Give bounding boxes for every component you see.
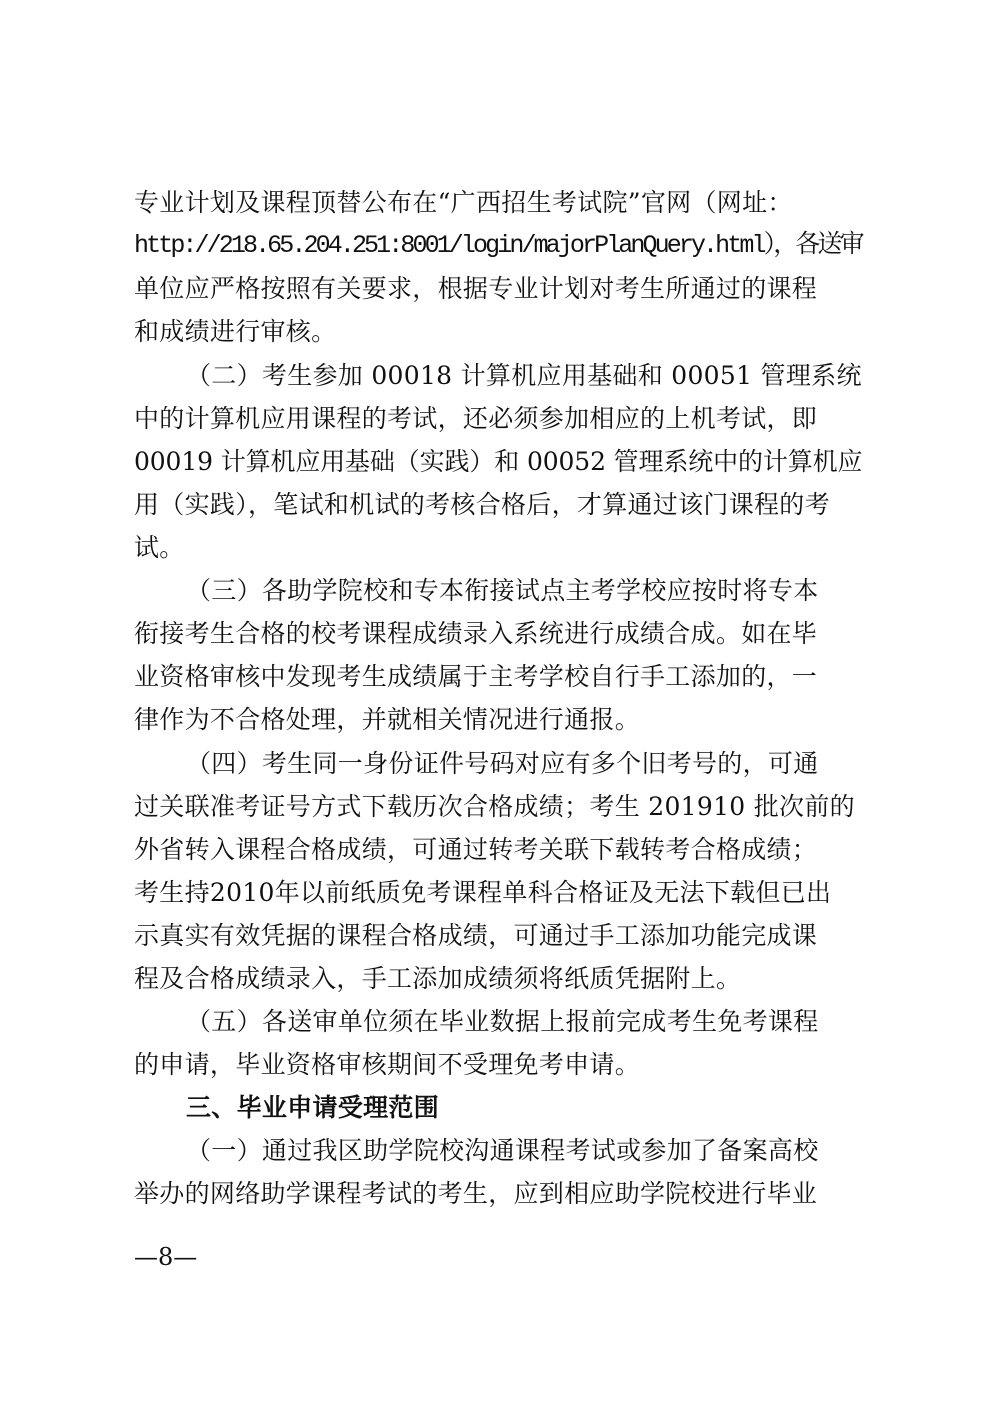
text-line: 程及合格成绩录入，手工添加成绩须将纸质凭据附上。	[134, 964, 742, 993]
paragraph-6-start: （一）通过我区助学院校沟通课程考试或参加了备案高校	[186, 1136, 819, 1165]
paragraph-4-start: （四）考生同一身份证件号码对应有多个旧考号的，可通	[186, 749, 819, 778]
text-line: 单位应严格按照有关要求，根据专业计划对考生所通过的课程	[134, 274, 818, 303]
text-line: 用（实践），笔试和机试的考核合格后，才算通过该门课程的考	[134, 490, 830, 519]
section-heading: 三、毕业申请受理范围	[186, 1093, 440, 1122]
text-line: 业资格审核中发现考生成绩属于主考学校自行手工添加的，一	[134, 662, 818, 691]
text-line: 过关联准考证号方式下载历次合格成绩；考生 201910 批次前的	[134, 792, 855, 821]
text-line: 律作为不合格处理，并就相关情况进行通报。	[134, 705, 641, 734]
text-line: 的申请，毕业资格审核期间不受理免考申请。	[134, 1050, 641, 1079]
text-line: 00019 计算机应用基础（实践）和 00052 管理系统中的计算机应	[134, 447, 863, 476]
text-line-url: http://218.65.204.251:8001/login/majorPlanQuery.html），各送审	[134, 231, 862, 260]
text-line: 举办的网络助学课程考试的考生，应到相应助学院校进行毕业	[134, 1179, 818, 1208]
paragraph-3-start: （三）各助学院校和专本衔接试点主考学校应按时将专本	[186, 576, 819, 605]
text-line: 中的计算机应用课程的考试，还必须参加相应的上机考试，即	[134, 404, 818, 433]
text-line: 和成绩进行审核。	[134, 317, 337, 346]
text-line: 示真实有效凭据的课程合格成绩，可通过手工添加功能完成课	[134, 921, 818, 950]
text-line: 专业计划及课程顶替公布在“广西招生考试院”官网（网址：	[134, 188, 793, 217]
page-number: —8—	[134, 1243, 198, 1271]
text-line: 试。	[134, 533, 185, 562]
paragraph-5-start: （五）各送审单位须在毕业数据上报前完成考生免考课程	[186, 1007, 819, 1036]
text-line: 考生持2010年以前纸质免考课程单科合格证及无法下载但已出	[134, 878, 832, 907]
text-line: 衔接考生合格的校考课程成绩录入系统进行成绩合成。如在毕	[134, 619, 818, 648]
paragraph-2-start: （二）考生参加 00018 计算机应用基础和 00051 管理系统	[186, 361, 862, 390]
text-line: 外省转入课程合格成绩，可通过转考关联下载转考合格成绩；	[134, 835, 818, 864]
